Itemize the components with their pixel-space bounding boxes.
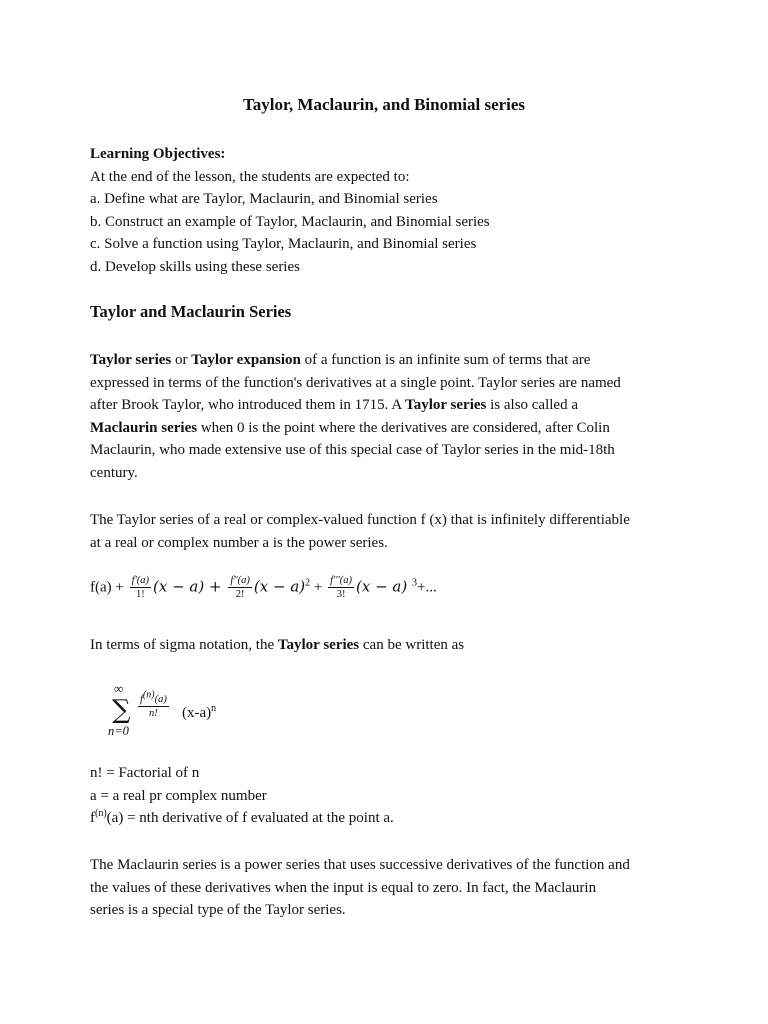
page-title: Taylor, Maclaurin, and Binomial series <box>242 95 526 114</box>
paragraph-taylor-definition: Taylor series or Taylor expansion of a function is an infinite sum of terms that are expressed in terms of the function's derivatives at a single point. Taylor series are named after Brook Taylor, who introduced them in 1715. A Taylor series is also called a Maclaurin series when 0 is the point where the derivatives are considered, after Colin Maclaurin, who made extensive use of this special case of Taylor series in the mid-18th century. <box>90 352 621 481</box>
learning-objectives <box>90 143 690 278</box>
objectives-heading: Learning Objectives: <box>90 146 226 162</box>
term-taylor-series: Taylor series <box>90 352 172 368</box>
definition: $f^{(n)}(a)$ = nth derivative of f evaluated at the point a. <box>90 808 394 826</box>
taylor-formula: f(a) + $\frac{f'(a)}{1!}$ (x − a) + $\frac{f"(a)}{2!}$ $(x - a)^2$ + $\frac{f'''(a)}{3!}$ (x − a) $^3$+... <box>90 575 437 600</box>
fraction: $\frac{f'(a)}{1!}$ <box>131 575 150 600</box>
fraction: $\frac{f"(a)}{2!}$ <box>230 575 250 600</box>
definitions-list <box>90 762 690 830</box>
section-heading: Taylor and Maclaurin Series <box>90 302 292 321</box>
definition: a = a real pr complex number <box>90 787 267 804</box>
definition: n! = Factorial of n <box>90 765 200 781</box>
objectives-intro: At the end of the lesson, the students are expected to: <box>90 168 410 185</box>
objective-item: b. Construct an example of Taylor, Maclaurin, and Binomial series <box>90 213 490 230</box>
sigma-formula: ∞ ∑ n=0 $\frac{f^{(n)}(a)}{n!}$ $(x-a)^n$ <box>108 681 217 738</box>
term-maclaurin-series: Maclaurin series <box>90 419 198 436</box>
sigma-symbol: ∑ <box>112 695 131 725</box>
term-taylor-expansion: Taylor expansion <box>191 352 301 368</box>
objective-item: c. Solve a function using Taylor, Maclaurin, and Binomial series <box>90 236 477 252</box>
fraction: $\frac{f^{(n)}(a)}{n!}$ <box>140 689 167 719</box>
sigma-lower-limit: n=0 <box>108 724 129 738</box>
objective-item: a. Define what are Taylor, Maclaurin, and Binomial series <box>90 191 438 207</box>
sigma-intro: In terms of sigma notation, the Taylor series can be written as <box>90 637 465 653</box>
objective-item: d. Develop skills using these series <box>90 258 300 275</box>
sigma-upper-limit: ∞ <box>114 681 124 696</box>
fraction: $\frac{f'''(a)}{3!}$ <box>330 575 353 600</box>
paragraph-power-series: The Taylor series of a real or complex-valued function f (x) that is infinitely differentiable at a real or complex number a is the power series. <box>90 512 630 551</box>
paragraph-maclaurin: The Maclaurin series is a power series that uses successive derivatives of the function and the values of these derivatives when the input is equal to zero. In fact, the Maclaurin series is a special type of the Taylor series. <box>90 857 630 918</box>
